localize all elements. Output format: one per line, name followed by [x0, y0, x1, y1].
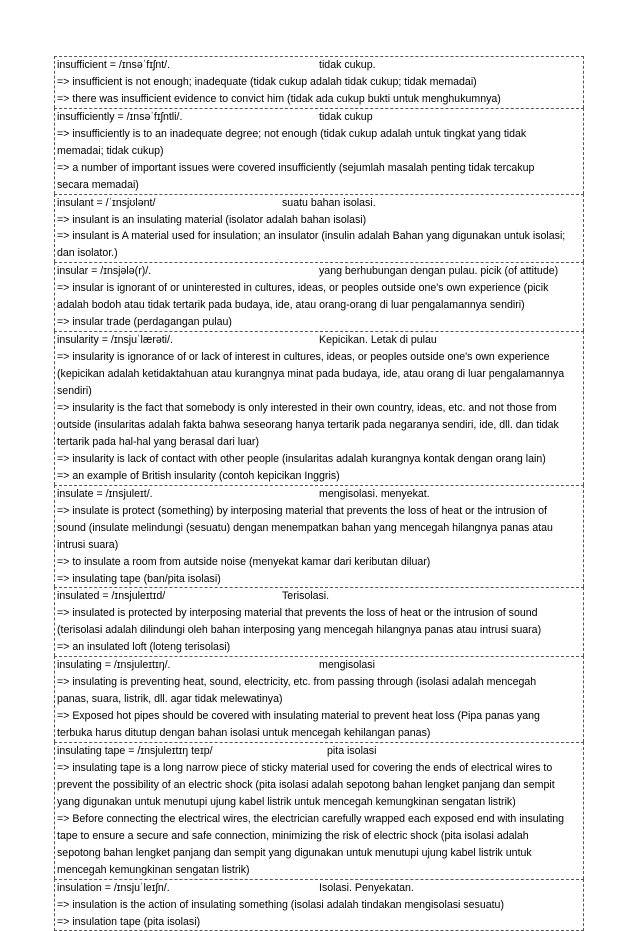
- entry-line: outside (insularitas adalah fakta bahwa seseorang hanya tertarik pada negaranya sendiri, ide, dll. dan tidak: [57, 418, 559, 431]
- entry-line: => insularity is ignorance of or lack of interest in cultures, ideas, or peoples outside one's own experience: [57, 351, 550, 364]
- entry-line: => Exposed hot pipes should be covered with insulating material to prevent heat loss (Pipa panas yang: [57, 710, 540, 723]
- dictionary-document: [54, 56, 584, 931]
- entry-term: insulating tape = /ɪnsjuleɪtɪŋ teɪp/: [57, 745, 213, 757]
- entry-meaning: mengisolasi. menyekat.: [319, 487, 430, 500]
- entry-line: dan isolator.): [57, 247, 118, 260]
- entry-term: insufficient = /ɪnsəˈfɪʃnt/.: [57, 59, 171, 71]
- entry-term: insufficiently = /ɪnsəˈfɪʃntli/.: [57, 110, 183, 123]
- entry-meaning: Kepicikan. Letak di pulau: [319, 334, 437, 347]
- dictionary-entry: [54, 742, 584, 879]
- entry-line: => an insulated loft (loteng terisolasi): [57, 641, 231, 654]
- entry-line: => insulate is protect (something) by interposing material that prevents the loss of heat or the intrusion of: [57, 504, 547, 517]
- entry-line: => insufficiently is to an inadequate degree; not enough (tidak cukup adalah untuk tingkat yang tidak: [57, 127, 527, 140]
- entry-meaning: tidak cukup: [319, 110, 373, 123]
- entry-line: => insulation tape (pita isolasi): [57, 915, 201, 928]
- dictionary-entry: [54, 879, 584, 931]
- entry-line: => insufficient is not enough; inadequate (tidak cukup adalah tidak cukup; tidak memadai): [57, 75, 477, 88]
- entry-heading: [57, 109, 581, 126]
- dictionary-entry: [54, 331, 584, 485]
- entry-meaning: yang berhubungan dengan pulau. picik (of attitude): [319, 265, 559, 278]
- entry-line: => an example of British insularity (contoh kepicikan Inggris): [57, 469, 340, 482]
- entry-line: adalah bodoh atau tidak tertarik pada budaya, ide, atau orang-orang di luar pengalamannya sendiri): [57, 299, 525, 312]
- dictionary-entry: [54, 262, 584, 331]
- entry-term: insularity = /ɪnsjuˈlærəti/.: [57, 334, 173, 347]
- entry-term: insulate = /ɪnsjuleɪt/.: [57, 487, 153, 500]
- entry-line: tape to ensure a secure and safe connection, minimizing the risk of electric shock (pita isolasi adalah: [57, 829, 529, 842]
- entry-term: insulated = /ɪnsjuleɪtɪd/: [57, 590, 166, 603]
- entry-line: => insulating tape is a long narrow piece of sticky material used for covering the ends of electrical wires to: [57, 761, 553, 774]
- dictionary-entry: [54, 108, 584, 194]
- entry-line: => to insulate a room from autside noise (menyekat kamar dari keributan diluar): [57, 555, 431, 568]
- entry-meaning: tidak cukup.: [319, 59, 376, 71]
- entry-line: yang digunakan untuk menutupi ujung kabel listrik untuk mencegah kemungkinan sengatan listrik): [57, 795, 516, 808]
- entry-heading: [57, 486, 581, 503]
- entry-heading: [57, 880, 581, 897]
- entry-line: => insulant is an insulating material (isolator adalah bahan isolasi): [57, 213, 367, 226]
- entry-line: memadai; tidak cukup): [57, 144, 164, 157]
- entry-line: panas, suara, listrik, dll. agar tidak melewatinya): [57, 693, 283, 706]
- entry-line: => insulating tape (ban/pita isolasi): [57, 572, 221, 585]
- entry-meaning: suatu bahan isolasi.: [282, 196, 376, 209]
- entry-line: => Before connecting the electrical wires, the electrician carefully wrapped each exposed end with insulating: [57, 812, 565, 825]
- entry-line: => a number of important issues were covered insufficiently (sejumlah masalah penting tidak tercakup: [57, 161, 535, 174]
- entry-line: => insulant is A material used for insulation; an insulator (insulin adalah Bahan yang digunakan untuk isolasi;: [57, 230, 566, 243]
- entry-heading: [57, 657, 581, 674]
- dictionary-entry: [54, 587, 584, 656]
- entry-heading: [57, 588, 581, 605]
- entry-line: mencegah kemungkinan sengatan listrik): [57, 863, 250, 876]
- entry-line: terbuka harus ditutup dengan bahan isolasi untuk mencegah kehilangan panas): [57, 727, 431, 740]
- entry-line: => insulating is preventing heat, sound, electricity, etc. from passing through (isolasi adalah mencegah: [57, 676, 537, 689]
- entry-line: => insularity is lack of contact with other people (insularitas adalah kurangnya kontak dengan orang lain): [57, 452, 546, 465]
- dictionary-entry: [54, 656, 584, 742]
- entry-term: insulant = /ˈɪnsjʊlənt/: [57, 196, 156, 209]
- entry-meaning: Terisolasi.: [282, 590, 330, 603]
- entry-heading: [57, 332, 581, 349]
- entry-line: => insulated is protected by interposing material that prevents the loss of heat or the intrusion of sound: [57, 607, 538, 620]
- entry-heading: [57, 743, 581, 760]
- entry-line: sepotong bahan lengket panjang dan sempit yang digunakan untuk menutupi ujung kabel listrik untuk: [57, 846, 532, 859]
- entry-line: => insularity is the fact that somebody is only interested in their own country, ideas, etc. and not those from: [57, 401, 557, 414]
- entry-term: insulation = /ɪnsjuˈleɪʃn/.: [57, 881, 170, 894]
- entry-line: sound (insulate melindungi (sesuatu) dengan menempatkan bahan yang mencegah hilangnya panas atau: [57, 521, 553, 534]
- entry-line: => insulation is the action of insulating something (isolasi adalah tindakan mengisolasi sesuatu): [57, 898, 504, 911]
- entry-line: (terisolasi adalah dilindungi oleh bahan interposing yang mencegah hilangnya panas atau intrusi suara): [57, 624, 542, 637]
- entry-meaning: pita isolasi: [327, 745, 377, 757]
- entry-heading: [57, 57, 581, 74]
- entry-line: secara memadai): [57, 178, 139, 191]
- entry-line: => insular is ignorant of or uninterested in cultures, ideas, or peoples outside one's own experience (picik: [57, 282, 549, 295]
- entry-term: insulating = /ɪnsjuleɪtɪŋ/.: [57, 659, 171, 672]
- entry-meaning: Isolasi. Penyekatan.: [319, 881, 414, 894]
- entry-line: sendiri): [57, 385, 92, 398]
- dictionary-entry: [54, 194, 584, 263]
- entry-line: (kepicikan adalah ketidaktahuan atau kurangnya minat pada budaya, ide, atau orang di luar pengalamannya: [57, 368, 565, 381]
- entry-term: insular = /ɪnsjələ(r)/.: [57, 265, 152, 278]
- entry-meaning: mengisolasi: [319, 659, 375, 672]
- entry-line: prevent the possibility of an electric shock (pita isolasi adalah sepotong bahan lengket panjang dan sempit: [57, 778, 555, 791]
- entry-heading: [57, 263, 581, 280]
- entry-heading: [57, 195, 581, 212]
- entry-line: tertarik pada hal-hal yang berasal dari luar): [57, 435, 259, 448]
- entry-line: => insular trade (perdagangan pulau): [57, 316, 232, 329]
- dictionary-entry: [54, 56, 584, 108]
- entry-line: => there was insufficient evidence to convict him (tidak ada cukup bukti untuk menghukumnya): [57, 92, 501, 105]
- dictionary-entry: [54, 485, 584, 588]
- entry-line: intrusi suara): [57, 538, 119, 551]
